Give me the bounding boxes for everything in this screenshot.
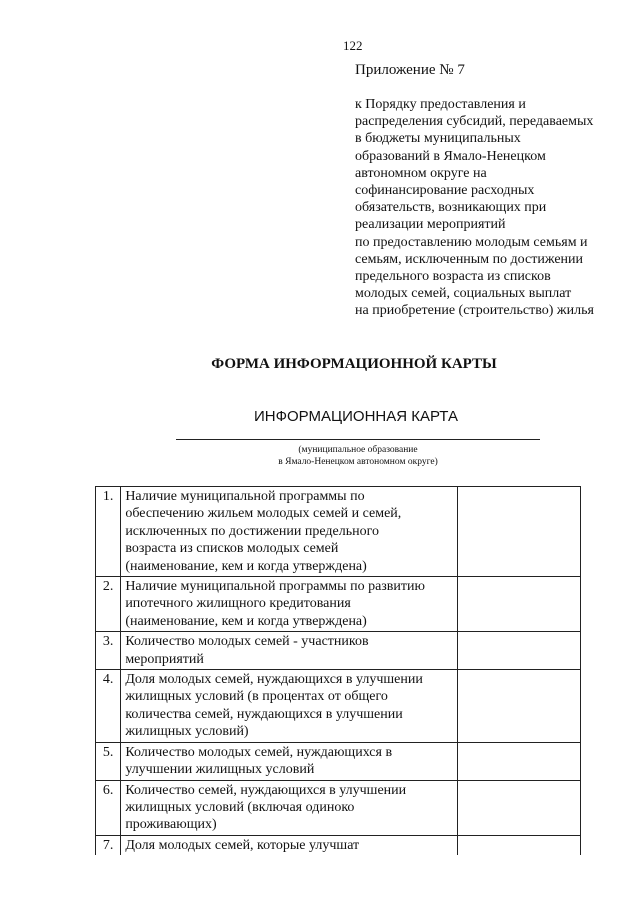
row-line: проживающих) xyxy=(125,817,217,833)
appendix-line: обязательств, возникающих при xyxy=(355,200,547,216)
appendix-title: Приложение № 7 xyxy=(355,62,465,78)
row-value-cell xyxy=(458,632,581,670)
row-number: 3. xyxy=(96,632,121,670)
row-number: 5. xyxy=(96,742,121,780)
row-line: (наименование, кем и когда утверждена) xyxy=(125,558,367,574)
appendix-line: реализации мероприятий xyxy=(355,217,506,233)
row-line: Количество молодых семей - участников xyxy=(125,634,369,650)
appendix-line: семьям, исключенным по достижении xyxy=(355,251,584,267)
row-line: Доля молодых семей, которые улучшат xyxy=(125,837,360,853)
row-line: Наличие муниципальной программы по развитию xyxy=(125,579,425,595)
table-row xyxy=(96,632,581,670)
row-indicator xyxy=(121,835,458,855)
table-row xyxy=(96,577,581,632)
appendix-line: в бюджеты муниципальных xyxy=(355,131,521,147)
appendix-line: предельного возраста из списков xyxy=(355,269,551,285)
table-row xyxy=(96,487,581,577)
row-indicator xyxy=(121,670,458,743)
table-row xyxy=(96,835,581,855)
row-line: Доля молодых семей, нуждающихся в улучшении xyxy=(125,672,423,688)
row-line: жилищных условий) xyxy=(125,724,249,740)
appendix-body xyxy=(355,96,635,320)
caption-line: в Ямало-Ненецком автономном округе) xyxy=(278,457,438,467)
municipality-caption xyxy=(176,444,540,468)
row-value-cell xyxy=(458,780,581,835)
row-line: Количество семей, нуждающихся в улучшении xyxy=(125,782,407,798)
row-indicator xyxy=(121,632,458,670)
row-line: улучшении жилищных условий xyxy=(125,762,315,778)
appendix-line: образований в Ямало-Ненецком xyxy=(355,148,546,164)
appendix-line: на приобретение (строительство) жилья xyxy=(355,303,594,319)
appendix-line: к Порядку предоставления и xyxy=(355,97,526,112)
row-number: 1. xyxy=(96,487,121,577)
row-value-cell xyxy=(458,577,581,632)
row-line: Количество молодых семей, нуждающихся в xyxy=(125,744,393,760)
row-number: 6. xyxy=(96,780,121,835)
table-row xyxy=(96,670,581,743)
appendix-line: автономном округе на xyxy=(355,165,487,181)
municipality-blank-line xyxy=(176,439,540,440)
row-value-cell xyxy=(458,670,581,743)
row-indicator xyxy=(121,742,458,780)
row-line: (наименование, кем и когда утверждена) xyxy=(125,613,367,629)
row-line: Наличие муниципальной программы по xyxy=(125,489,365,504)
row-number: 7. xyxy=(96,835,121,855)
row-line: мероприятий xyxy=(125,651,204,667)
appendix-line: молодых семей, социальных выплат xyxy=(355,286,572,302)
row-indicator xyxy=(121,780,458,835)
page-number: 122 xyxy=(343,38,363,53)
row-line: возраста из списков молодых семей xyxy=(125,541,339,557)
row-line: ипотечного жилищного кредитования xyxy=(125,596,351,612)
row-number: 4. xyxy=(96,670,121,743)
form-heading: ФОРМА ИНФОРМАЦИОННОЙ КАРТЫ xyxy=(211,356,497,372)
appendix-line: распределения субсидий, передаваемых xyxy=(355,114,594,130)
table-row xyxy=(96,780,581,835)
row-value-cell xyxy=(458,487,581,577)
caption-line: (муниципальное образование xyxy=(298,445,418,455)
information-card-table xyxy=(95,486,581,855)
row-line: жилищных условий (включая одиноко xyxy=(125,799,355,815)
row-indicator xyxy=(121,577,458,632)
row-value-cell xyxy=(458,742,581,780)
row-line: жилищных условий (в процентах от общего xyxy=(125,689,388,705)
card-title: ИНФОРМАЦИОННАЯ КАРТА xyxy=(254,408,458,425)
row-value-cell xyxy=(458,835,581,855)
appendix-line: софинансирование расходных xyxy=(355,183,535,199)
row-indicator xyxy=(121,487,458,577)
row-line: исключенных по достижении предельного xyxy=(125,523,379,539)
row-line: обеспечению жильем молодых семей и семей, xyxy=(125,506,402,522)
appendix-line: по предоставлению молодым семьям и xyxy=(355,234,588,250)
row-number: 2. xyxy=(96,577,121,632)
row-line: количества семей, нуждающихся в улучшении xyxy=(125,706,403,722)
table-row xyxy=(96,742,581,780)
